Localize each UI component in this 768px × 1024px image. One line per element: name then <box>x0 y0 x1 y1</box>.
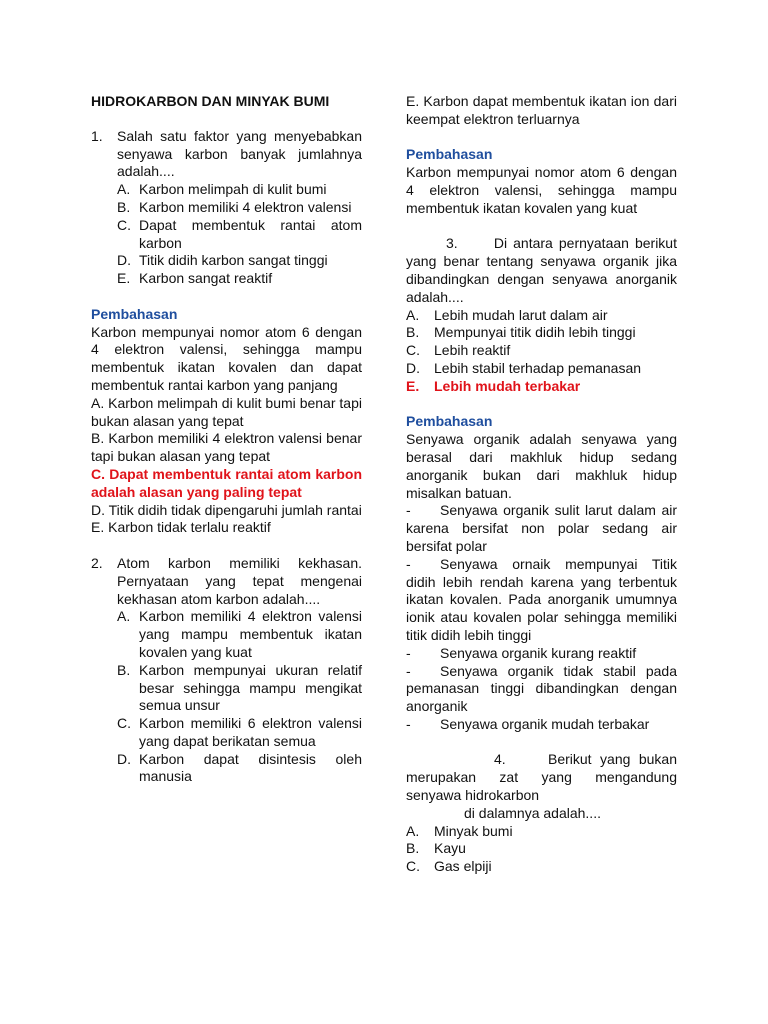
explanation-b: B. Karbon memiliki 4 elektron valensi benar tapi bukan alasan yang tepat <box>91 430 362 465</box>
option-d <box>117 252 362 270</box>
question-number: 3. <box>446 235 458 252</box>
pembahasan-heading: Pembahasan <box>406 146 493 163</box>
option-label: A. <box>406 822 420 839</box>
point-text: Senyawa organik mudah terbakar <box>440 715 650 732</box>
option-label: B. <box>117 198 131 215</box>
point-text: Senyawa organik kurang reaktif <box>440 644 637 661</box>
question-4 <box>406 751 677 804</box>
question-2 <box>91 555 362 608</box>
option-text: Karbon sangat reaktif <box>139 270 273 287</box>
option-label: D. <box>117 252 131 269</box>
option-c <box>406 858 677 876</box>
question-3 <box>406 235 677 306</box>
option-b <box>117 199 362 217</box>
page-title: HIDROKARBON DAN MINYAK BUMI <box>91 93 330 109</box>
explanation-d: D. Titik didih tidak dipengaruhi jumlah rantai <box>91 501 362 518</box>
option-text: Karbon dapat disintesis oleh manusia <box>139 750 362 785</box>
left-column <box>91 93 362 786</box>
question-text: Di antara pernyataan berikut yang benar tentang senyawa organik jika dibandingkan dengan senyawa anorganik adalah.... <box>406 235 677 305</box>
option-text: Kayu <box>434 840 466 857</box>
pembahasan-heading: Pembahasan <box>91 305 178 322</box>
question-text-continued: di dalamnya adalah.... <box>464 804 601 821</box>
question-text: Salah satu faktor yang menyebabkan senyawa karbon banyak jumlahnya adalah.... <box>117 127 362 180</box>
option-e <box>117 270 362 288</box>
explanation-point <box>406 502 677 555</box>
pembahasan-heading: Pembahasan <box>406 413 493 430</box>
explanation-a: A. Karbon melimpah di kulit bumi benar tapi bukan alasan yang tepat <box>91 394 362 429</box>
option-label: C. <box>406 342 420 359</box>
option-b <box>117 662 362 715</box>
option-label: A. <box>117 181 131 198</box>
option-a <box>117 181 362 199</box>
explanation-text: Karbon mempunyai nomor atom 6 dengan 4 elektron valensi, sehingga mampu membentuk ikatan kovalen dan dapat membentuk rantai karbon yang panjang <box>91 323 362 393</box>
option-a <box>117 608 362 661</box>
right-column <box>406 93 677 876</box>
option-label: E. <box>406 377 420 394</box>
option-text: Mempunyai titik didih lebih tinggi <box>434 324 636 341</box>
explanation-text: Senyawa organik adalah senyawa yang berasal dari makhluk hidup sedang anorganik bukan dari makhluk hidup misalkan batuan. <box>406 431 677 501</box>
question-text: Atom karbon memiliki kekhasan. Pernyataan yang tepat mengenai kekhasan atom karbon adalah.... <box>117 554 362 607</box>
option-text: Lebih mudah terbakar <box>434 377 581 394</box>
option-label: D. <box>117 750 131 767</box>
dash: - <box>406 662 411 679</box>
option-label: B. <box>406 840 420 857</box>
option-c <box>406 342 677 360</box>
option-label: A. <box>117 608 131 625</box>
explanation-point <box>406 663 677 716</box>
point-text: Senyawa ornaik mempunyai Titik didih lebih rendah karena yang terbentuk ikatan kovalen. Pada anorganik umumnya ionik atau kovalen polar sehingga memiliki titik didih lebih tinggi <box>406 555 677 643</box>
option-text: Lebih stabil terhadap pemanasan <box>434 359 642 376</box>
option-label: C. <box>406 858 420 875</box>
question-number: 1. <box>91 127 103 144</box>
option-label: A. <box>406 306 420 323</box>
option-label: C. <box>117 715 131 732</box>
option-text: Lebih reaktif <box>434 342 511 359</box>
dash: - <box>406 644 411 661</box>
question-number: 4. <box>494 751 506 768</box>
option-text: Dapat membentuk rantai atom karbon <box>139 216 362 251</box>
explanation-text: Karbon mempunyai nomor atom 6 dengan 4 elektron valensi, sehingga mampu membentuk ikatan kovalen yang kuat <box>406 164 677 216</box>
point-text: Senyawa organik tidak stabil pada pemanasan tinggi dibandingkan dengan anorganik <box>406 662 677 715</box>
option-d <box>406 360 677 378</box>
option-label: B. <box>406 324 420 341</box>
option-text: Karbon mempunyai ukuran relatif besar sehingga mampu mengikat semua unsur <box>139 661 362 714</box>
correct-answer: C. Dapat membentuk rantai atom karbon adalah alasan yang paling tepat <box>91 465 362 500</box>
option-d <box>117 751 362 787</box>
correct-answer <box>406 378 677 396</box>
option-e-continued: E. Karbon dapat membentuk ikatan ion dari keempat elektron terluarnya <box>406 93 677 127</box>
option-text: Karbon melimpah di kulit bumi <box>139 181 327 198</box>
option-b <box>406 324 677 342</box>
option-text: Karbon memiliki 4 elektron valensi <box>139 198 352 215</box>
option-text: Gas elpiji <box>434 858 492 875</box>
option-a <box>406 307 677 325</box>
question-text: Berikut yang bukan merupakan zat yang mengandung senyawa hidrokarbon <box>406 751 677 804</box>
option-label: B. <box>117 661 131 678</box>
dash: - <box>406 715 411 732</box>
option-label: D. <box>406 359 420 376</box>
dash: - <box>406 555 411 572</box>
option-label: C. <box>117 216 131 233</box>
option-label: E. <box>117 270 131 287</box>
point-text: Senyawa organik sulit larut dalam air karena bersifat non polar sedang air bersifat polar <box>406 502 677 554</box>
option-a <box>406 823 677 841</box>
explanation-point <box>406 556 677 645</box>
option-b <box>406 840 677 858</box>
option-text: Karbon memiliki 6 elektron valensi yang dapat berikatan semua <box>139 715 362 749</box>
option-text: Karbon memiliki 4 elektron valensi yang mampu membentuk ikatan kovalen yang kuat <box>139 608 362 660</box>
option-text: Titik didih karbon sangat tinggi <box>139 252 328 269</box>
explanation-e: E. Karbon tidak terlalu reaktif <box>91 519 271 536</box>
explanation-point <box>406 716 677 734</box>
option-c <box>117 715 362 751</box>
option-text: Lebih mudah larut dalam air <box>434 306 608 323</box>
question-number: 2. <box>91 554 103 571</box>
option-c <box>117 217 362 253</box>
dash: - <box>406 502 411 519</box>
option-text: Minyak bumi <box>434 822 513 839</box>
question-1 <box>91 128 362 181</box>
explanation-point <box>406 645 677 663</box>
